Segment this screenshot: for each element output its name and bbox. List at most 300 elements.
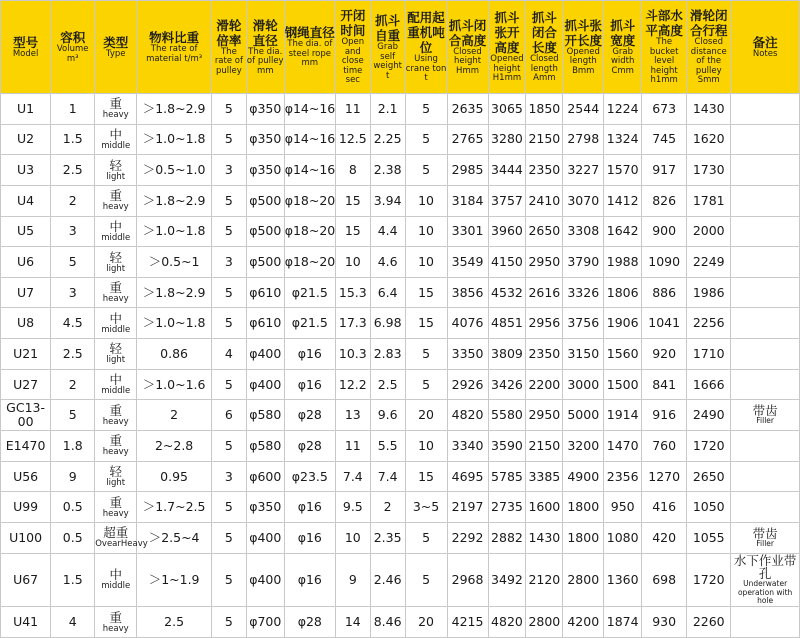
rope-dia-cell: φ14~16 [284,155,335,186]
table-row [1,308,800,339]
bucket-level-height-cell: 916 [642,400,687,431]
pulley-dia-cell: φ700 [246,607,284,638]
notes-cell [731,522,800,553]
material-rate-cell: ＞0.5~1.0 [137,155,212,186]
type-en: light [106,263,126,274]
pulley-dia-cell: φ580 [246,400,284,431]
type-cell [95,247,137,278]
type-zh: 中 [109,372,122,388]
notes-cell [731,400,800,431]
type-zh: 重 [109,188,122,204]
notes-cell [731,431,800,462]
table-row [1,339,800,370]
time-cell: 13 [335,400,370,431]
type-en: heavy [102,110,129,121]
bucket-level-height-cell: 416 [642,492,687,523]
model-cell: U21 [1,339,51,370]
column-header-zh: 型号 [13,34,39,50]
crane-cell: 5 [405,155,447,186]
note-zh: 水下作业带孔 [733,553,797,582]
closed-length-cell: 2956 [526,308,563,339]
opened-height-cell: 4150 [488,247,526,278]
time-cell: 12.5 [335,124,370,155]
grab-width-cell: 1642 [604,216,642,247]
type-en: middle [101,140,131,151]
model-cell: U2 [1,124,51,155]
closed-height-cell: 4695 [447,461,488,492]
model-cell: U5 [1,216,51,247]
time-cell: 9.5 [335,492,370,523]
type-cell [95,461,137,492]
type-cell [95,522,148,553]
closed-distance-cell: 1050 [687,492,731,523]
time-cell: 15 [335,216,370,247]
pulley-rate-cell: 5 [211,553,246,607]
type-zh: 重 [109,433,122,449]
pulley-rate-cell: 5 [211,308,246,339]
model-cell: U99 [1,492,51,523]
rope-dia-cell: φ16 [284,522,335,553]
type-cell [95,308,137,339]
column-header-zh: 钢绳直径 [284,25,335,41]
material-rate-cell: ＞1.8~2.9 [137,94,212,125]
volume-cell: 5 [51,247,95,278]
pulley-rate-cell: 5 [211,369,246,400]
type-en: heavy [102,623,129,634]
type-zh: 中 [109,126,122,142]
closed-distance-cell: 2260 [687,607,731,638]
pulley-rate-cell: 3 [211,155,246,186]
material-rate-cell: 0.86 [137,339,212,370]
closed-height-cell: 2968 [447,553,488,607]
model-cell: U41 [1,607,51,638]
bucket-level-height-cell: 900 [642,216,687,247]
column-header-en: Open and close time sec [341,37,365,86]
material-rate-cell: 2.5 [137,607,212,638]
model-cell: E1470 [1,431,51,462]
closed-length-cell: 1850 [526,94,563,125]
opened-length-cell: 3000 [563,369,604,400]
bucket-level-height-cell: 698 [642,553,687,607]
type-zh: 轻 [109,157,122,173]
time-cell: 10.3 [335,339,370,370]
type-zh: 超重 [103,525,129,541]
column-header-en: The rate of pulley [214,46,243,76]
rope-dia-cell: φ23.5 [284,461,335,492]
table-row [1,216,800,247]
pulley-rate-cell: 5 [211,277,246,308]
closed-height-cell: 2926 [447,369,488,400]
grab-width-cell: 1224 [604,94,642,125]
type-en: middle [101,386,131,397]
closed-length-cell: 2650 [526,216,563,247]
volume-cell: 0.5 [51,492,95,523]
volume-cell: 9 [51,461,95,492]
crane-cell: 5 [405,124,447,155]
column-header [284,1,335,94]
table-row [1,522,800,553]
notes-cell [731,216,800,247]
column-header-en: The rate of material t/m³ [146,44,203,64]
column-header-zh: 滑轮闭合行程 [689,8,728,39]
notes-cell [731,607,800,638]
closed-distance-cell: 1781 [687,185,731,216]
pulley-dia-cell: φ350 [246,124,284,155]
time-cell: 9 [335,553,370,607]
column-header [526,1,563,94]
closed-distance-cell: 1720 [687,553,731,607]
column-header-en: Closed length Amm [530,54,559,84]
column-header [211,1,246,94]
column-header [1,1,51,94]
pulley-dia-cell: φ610 [246,308,284,339]
weight-cell: 6.4 [370,277,405,308]
closed-height-cell: 2197 [447,492,488,523]
material-rate-cell: ＞0.5~1 [137,247,212,278]
closed-length-cell: 2150 [526,124,563,155]
material-rate-cell: ＞1.8~2.9 [137,185,212,216]
closed-height-cell: 2765 [447,124,488,155]
table-row [1,492,800,523]
closed-distance-cell: 1430 [687,94,731,125]
pulley-dia-cell: φ350 [246,94,284,125]
opened-length-cell: 2800 [563,553,604,607]
note-zh: 带齿 [752,526,778,542]
type-en: heavy [102,508,129,519]
volume-cell: 5 [51,400,95,431]
closed-distance-cell: 1666 [687,369,731,400]
time-cell: 11 [335,431,370,462]
opened-length-cell: 2798 [563,124,604,155]
type-cell [95,431,137,462]
table-row [1,277,800,308]
column-header [405,1,447,94]
column-header-en: Grab width Cmm [610,46,635,76]
column-header-zh: 备注 [752,34,778,50]
grab-width-cell: 1874 [604,607,642,638]
model-cell: U8 [1,308,51,339]
type-zh: 中 [109,218,122,234]
notes-cell [731,461,800,492]
closed-distance-cell: 2256 [687,308,731,339]
type-zh: 中 [109,310,122,326]
type-cell [95,400,137,431]
pulley-dia-cell: φ500 [246,185,284,216]
time-cell: 7.4 [335,461,370,492]
rope-dia-cell: φ16 [284,553,335,607]
notes-cell [731,247,800,278]
opened-length-cell: 4900 [563,461,604,492]
type-cell [95,94,137,125]
column-header-en: Closed distance of the pulley Smm [690,37,727,86]
opened-length-cell: 5000 [563,400,604,431]
note-en: Filler [756,539,774,549]
rope-dia-cell: φ21.5 [284,277,335,308]
closed-length-cell: 1600 [526,492,563,523]
table-row [1,247,800,278]
rope-dia-cell: φ28 [284,431,335,462]
grab-width-cell: 1560 [604,339,642,370]
table-row [1,400,800,431]
column-header-zh: 抓斗张开高度 [494,10,520,56]
volume-cell: 3 [51,216,95,247]
type-zh: 轻 [109,464,122,479]
closed-height-cell: 2635 [447,94,488,125]
bucket-level-height-cell: 841 [642,369,687,400]
opened-height-cell: 3444 [488,155,526,186]
pulley-rate-cell: 3 [211,247,246,278]
closed-distance-cell: 1986 [687,277,731,308]
closed-length-cell: 2350 [526,155,563,186]
pulley-dia-cell: φ600 [246,461,284,492]
material-rate-cell: ＞1.0~1.8 [137,216,212,247]
grab-width-cell: 1500 [604,369,642,400]
opened-height-cell: 3426 [488,369,526,400]
closed-length-cell: 2350 [526,339,563,370]
column-header-en: The dia. of steel rope mm [287,39,333,69]
column-header-zh: 类型 [103,34,129,50]
crane-cell: 5 [405,339,447,370]
pulley-dia-cell: φ400 [246,339,284,370]
model-cell: U3 [1,155,51,186]
opened-length-cell: 3227 [563,155,604,186]
column-header-zh: 抓斗宽度 [610,17,636,48]
crane-cell: 15 [405,308,447,339]
column-header [137,1,212,94]
time-cell: 14 [335,607,370,638]
crane-cell: 15 [405,461,447,492]
opened-height-cell: 3492 [488,553,526,607]
time-cell: 11 [335,94,370,125]
column-header-zh: 滑轮直径 [252,17,278,48]
grab-width-cell: 1914 [604,400,642,431]
crane-cell: 10 [405,216,447,247]
column-header-en: Opened height H1mm [490,54,524,84]
type-cell [95,492,137,523]
rope-dia-cell: φ28 [284,400,335,431]
column-header [51,1,95,94]
rope-dia-cell: φ14~16 [284,124,335,155]
crane-cell: 10 [405,431,447,462]
type-zh: 重 [109,609,122,625]
table-row [1,461,800,492]
closed-length-cell: 1430 [526,522,563,553]
column-header-zh: 物料比重 [149,30,200,45]
closed-distance-cell: 2490 [687,400,731,431]
opened-height-cell: 2735 [488,492,526,523]
opened-height-cell: 3590 [488,431,526,462]
pulley-rate-cell: 5 [211,185,246,216]
weight-cell: 2.46 [370,553,405,607]
type-en: light [106,355,126,366]
opened-length-cell: 2544 [563,94,604,125]
grab-width-cell: 1906 [604,308,642,339]
opened-length-cell: 1800 [563,492,604,523]
crane-cell: 15 [405,277,447,308]
time-cell: 15.3 [335,277,370,308]
type-en: light [106,171,126,182]
crane-cell: 20 [405,400,447,431]
closed-height-cell: 4820 [447,400,488,431]
closed-height-cell: 2985 [447,155,488,186]
rope-dia-cell: φ21.5 [284,308,335,339]
type-cell [95,155,137,186]
bucket-level-height-cell: 917 [642,155,687,186]
column-header [335,1,370,94]
column-header-en: The dia. of pulley mm [246,46,284,76]
bucket-level-height-cell: 1090 [642,247,687,278]
notes-cell [731,339,800,370]
weight-cell: 2 [370,492,405,523]
closed-distance-cell: 1710 [687,339,731,370]
closed-distance-cell: 2000 [687,216,731,247]
type-en: middle [101,324,131,335]
opened-height-cell: 3065 [488,94,526,125]
volume-cell: 3 [51,277,95,308]
rope-dia-cell: φ18~20 [284,216,335,247]
rope-dia-cell: φ16 [284,492,335,523]
closed-distance-cell: 2249 [687,247,731,278]
crane-cell: 5 [405,553,447,607]
volume-cell: 2 [51,185,95,216]
model-cell: U67 [1,553,51,607]
crane-cell: 20 [405,607,447,638]
pulley-dia-cell: φ350 [246,155,284,186]
bucket-level-height-cell: 930 [642,607,687,638]
opened-length-cell: 3070 [563,185,604,216]
weight-cell: 2.25 [370,124,405,155]
volume-cell: 4.5 [51,308,95,339]
rope-dia-cell: φ14~16 [284,94,335,125]
type-zh: 重 [109,96,122,112]
grab-width-cell: 950 [604,492,642,523]
type-zh: 轻 [109,341,122,357]
volume-cell: 1.8 [51,431,95,462]
opened-height-cell: 3757 [488,185,526,216]
type-cell [95,216,137,247]
opened-length-cell: 3790 [563,247,604,278]
opened-length-cell: 3756 [563,308,604,339]
pulley-dia-cell: φ500 [246,247,284,278]
model-cell: U4 [1,185,51,216]
notes-cell [731,277,800,308]
column-header [488,1,526,94]
notes-cell [731,492,800,523]
column-header [563,1,604,94]
material-rate-cell: ＞1.7~2.5 [137,492,212,523]
rope-dia-cell: φ28 [284,607,335,638]
opened-height-cell: 3960 [488,216,526,247]
column-header-zh: 抓斗张开长度 [564,17,603,48]
weight-cell: 2.1 [370,94,405,125]
type-en: OvearHeavy [95,539,148,550]
closed-height-cell: 3549 [447,247,488,278]
crane-cell: 10 [405,247,447,278]
volume-cell: 2.5 [51,155,95,186]
closed-height-cell: 4076 [447,308,488,339]
weight-cell: 2.38 [370,155,405,186]
type-en: heavy [102,294,129,305]
weight-cell: 8.46 [370,607,405,638]
closed-height-cell: 3184 [447,185,488,216]
header-row [1,1,800,94]
pulley-rate-cell: 5 [211,492,246,523]
model-cell: U7 [1,277,51,308]
column-header-zh: 滑轮倍率 [216,17,242,48]
table-row [1,553,800,607]
type-cell [95,339,137,370]
closed-length-cell: 2120 [526,553,563,607]
grab-width-cell: 1360 [604,553,642,607]
pulley-dia-cell: φ500 [246,216,284,247]
material-rate-cell: 2 [137,400,212,431]
closed-height-cell: 3856 [447,277,488,308]
opened-height-cell: 4851 [488,308,526,339]
closed-height-cell: 3350 [447,339,488,370]
time-cell: 12.2 [335,369,370,400]
type-cell [95,369,137,400]
opened-height-cell: 3809 [488,339,526,370]
note-en: Underwater operation with hole [737,579,793,606]
weight-cell: 6.98 [370,308,405,339]
type-en: middle [101,232,131,243]
pulley-rate-cell: 5 [211,124,246,155]
type-cell [95,553,137,607]
bucket-level-height-cell: 920 [642,339,687,370]
material-rate-cell: ＞2.5~4 [137,522,212,553]
type-zh: 轻 [109,249,122,265]
weight-cell: 4.4 [370,216,405,247]
pulley-dia-cell: φ400 [246,369,284,400]
column-header-zh: 配用起重机吨位 [407,10,445,56]
opened-height-cell: 4820 [488,607,526,638]
pulley-rate-cell: 5 [211,522,246,553]
closed-distance-cell: 1720 [687,431,731,462]
rope-dia-cell: φ16 [284,369,335,400]
bucket-level-height-cell: 886 [642,277,687,308]
grab-width-cell: 1470 [604,431,642,462]
table-body [1,94,800,638]
pulley-rate-cell: 5 [211,216,246,247]
weight-cell: 9.6 [370,400,405,431]
opened-height-cell: 5785 [488,461,526,492]
time-cell: 10 [335,522,370,553]
type-cell [95,607,137,638]
column-header-zh: 开闭时间 [340,8,366,39]
note-en: Filler [756,416,774,426]
column-header [246,1,284,94]
material-rate-cell: ＞1.0~1.8 [137,124,212,155]
column-header-en: Notes [752,48,778,59]
material-rate-cell: 0.95 [137,461,212,492]
type-zh: 重 [109,494,122,510]
pulley-dia-cell: φ400 [246,522,284,553]
pulley-rate-cell: 4 [211,339,246,370]
model-cell: U1 [1,94,51,125]
table-row [1,607,800,638]
crane-cell: 5 [405,369,447,400]
weight-cell: 2.83 [370,339,405,370]
pulley-rate-cell: 5 [211,607,246,638]
weight-cell: 2.35 [370,522,405,553]
weight-cell: 7.4 [370,461,405,492]
closed-length-cell: 2950 [526,400,563,431]
grab-width-cell: 1080 [604,522,642,553]
opened-length-cell: 3326 [563,277,604,308]
table-row [1,185,800,216]
column-header [642,1,687,94]
type-cell [95,277,137,308]
